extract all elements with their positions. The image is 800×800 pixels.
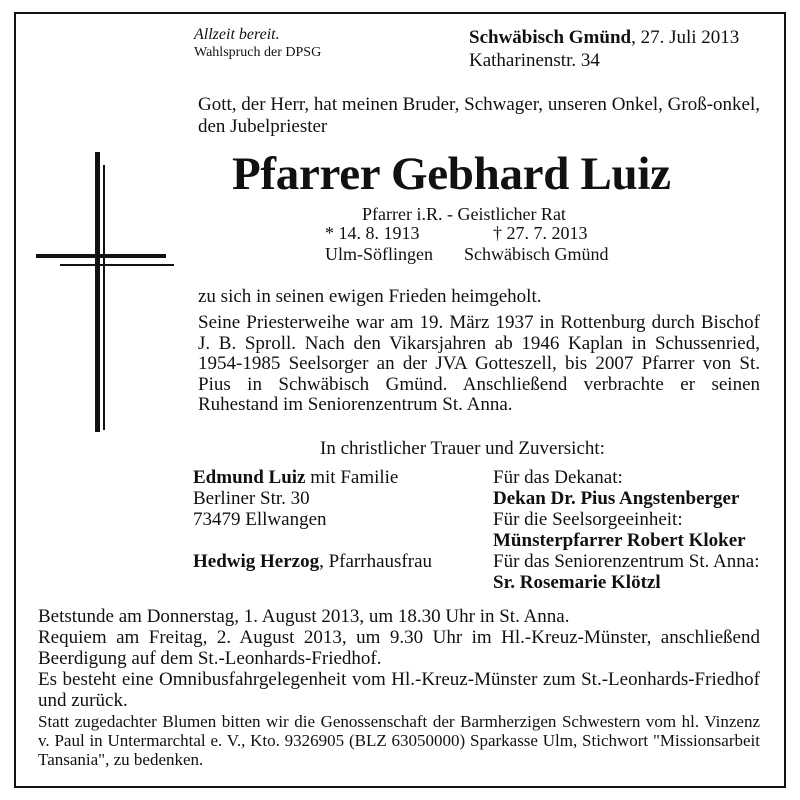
birth-date: * 14. 8. 1913: [325, 223, 420, 243]
senioren-name-text: Sr. Rosemarie Klötzl: [493, 572, 661, 593]
mourner-suffix: , Pfarrhausfrau: [319, 551, 433, 572]
cross-horizontal-bar: [36, 254, 166, 258]
mourner-city: 73479 Ellwangen: [193, 509, 327, 530]
intro-text: Gott, der Herr, hat meinen Bruder, Schwager, unseren Onkel, Groß-onkel, den Jubelpriester: [198, 94, 760, 137]
death-date: † 27. 7. 2013: [493, 223, 588, 243]
senioren-label: Für das Seniorenzentrum St. Anna:: [493, 551, 760, 572]
seelsorge-label: Für die Seelsorgeeinheit:: [493, 509, 683, 530]
donation-notice: Statt zugedachter Blumen bitten wir die Genossenschaft der Barmherzigen Schwestern vom hl. Vinzenz v. Paul in Untermarchtal e. V., Kto. 9326905 (BLZ 63050000) Sparkasse Ulm, Stichwort "Missionsarbeit Tansania", zu bedenken.: [38, 712, 760, 769]
mourner-name: Hedwig Herzog: [193, 551, 320, 572]
motto-source: Wahlspruch der DPSG: [194, 45, 322, 60]
mourner-hedwig: [193, 551, 432, 572]
seelsorge-name-text: Münsterpfarrer Robert Kloker: [493, 530, 746, 551]
mourner-suffix: mit Familie: [305, 467, 399, 488]
date: , 27. Juli 2013: [631, 27, 740, 48]
betstunde-notice: Betstunde am Donnerstag, 1. August 2013, um 18.30 Uhr in St. Anna.: [38, 606, 570, 627]
cross-vertical-bar: [95, 152, 100, 432]
requiem-notice: Requiem am Freitag, 2. August 2013, um 9.30 Uhr im Hl.-Kreuz-Münster, anschließend Beerdigung auf dem St.-Leonhards-Friedhof.: [38, 627, 760, 669]
mourner-name: Edmund Luiz: [193, 467, 306, 488]
bus-notice: Es besteht eine Omnibusfahrgelegenheit vom Hl.-Kreuz-Münster zum St.-Leonhards-Friedhof und zurück.: [38, 669, 760, 711]
birth-place: Ulm-Söflingen: [325, 244, 433, 264]
cross-horizontal-line: [60, 264, 174, 266]
street-address: Katharinenstr. 34: [469, 50, 600, 71]
place: Schwäbisch Gmünd: [469, 27, 632, 48]
deceased-name: Pfarrer Gebhard Luiz: [232, 148, 671, 200]
dekanat-label: Für das Dekanat:: [493, 467, 623, 488]
mourner-street: Berliner Str. 30: [193, 488, 310, 509]
cross-vertical-line: [103, 165, 105, 430]
biography: Seine Priesterweihe war am 19. März 1937 in Rottenburg durch Bischof J. B. Sproll. Nach den Vikarsjahren ab 1946 Kaplan in Schussenried, 1954-1985 Seelsorger an der JVA Gotteszell, bis 2007 Pfarrer von St. Pius in Schwäbisch Gmünd. Anschließend verbrachte er seinen Ruhestand im Seniorenzentrum St. Anna.: [198, 312, 760, 415]
seelsorge-name: [493, 530, 746, 551]
mourning-line: In christlicher Trauer und Zuversicht:: [320, 438, 605, 459]
death-place: Schwäbisch Gmünd: [464, 244, 609, 264]
deceased-title: Pfarrer i.R. - Geistlicher Rat: [362, 204, 566, 224]
senioren-name: [493, 572, 661, 593]
service-notices: [38, 606, 760, 711]
mourner-edmund: [193, 467, 398, 488]
dekanat-name: [493, 488, 739, 509]
dekanat-name-text: Dekan Dr. Pius Angstenberger: [493, 488, 740, 509]
place-date: [469, 27, 739, 49]
motto-line: Allzeit bereit.: [194, 26, 280, 43]
heimgeholt-text: zu sich in seinen ewigen Frieden heimgeholt.: [198, 286, 542, 307]
